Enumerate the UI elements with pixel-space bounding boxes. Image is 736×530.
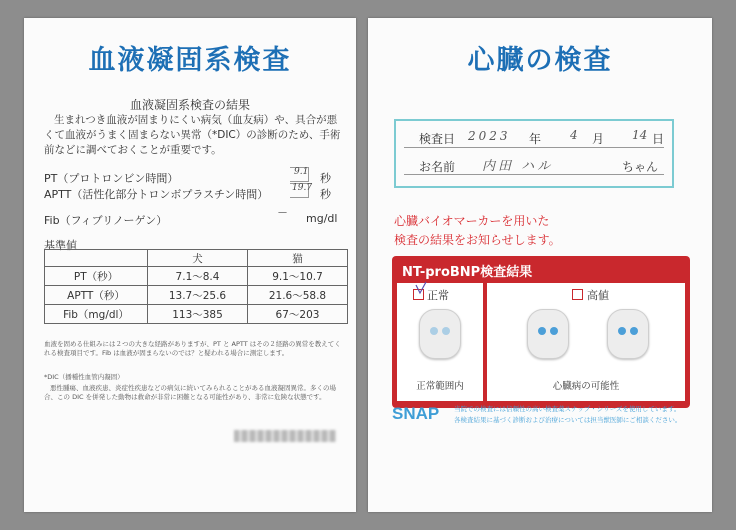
coagulation-title: 血液凝固系検査	[88, 45, 292, 76]
exam-day: 14	[632, 128, 648, 142]
sample-dot	[442, 327, 450, 335]
table-header-row	[45, 250, 348, 267]
control-dot	[430, 327, 438, 335]
pt-unit: 秒	[320, 172, 331, 185]
cardiac-report-sheet	[368, 18, 712, 512]
table-cell: PT（秒）	[45, 267, 148, 286]
fib-unit: mg/dl	[306, 212, 338, 225]
table-row	[45, 305, 348, 324]
coagulation-intro: 生まれつき血液が固まりにくい病気（血友病）や、具合が悪くて血液がうまく固まらない異常（*DIC）の診断のため、手術前などに調べておくことが重要です。	[44, 114, 341, 156]
exam-date-label: 検査日	[419, 132, 456, 146]
table-cell: 13.7～25.6	[148, 286, 248, 305]
table-cell: 7.1～8.4	[148, 267, 248, 286]
table-cell: 67～203	[248, 305, 348, 324]
snap-note-line2: 各検査結果に基づく診断および治療については担当獣医師にご相談ください。	[454, 416, 682, 424]
fib-value: —	[278, 208, 287, 218]
snap-device-high-2	[607, 309, 649, 359]
biomarker-intro-line2: 検査の結果をお知らせします。	[394, 233, 561, 247]
blurred-clinic-name	[234, 430, 336, 442]
cardiac-title: 心臓の検査	[467, 45, 613, 76]
month-unit: 月	[592, 132, 605, 146]
table-cell: 9.1～10.7	[248, 267, 348, 286]
control-dot	[538, 327, 546, 335]
table-row	[45, 267, 348, 286]
table-cell: 113～385	[148, 305, 248, 324]
table-cell: APTT（秒）	[45, 286, 148, 305]
high-result-box	[487, 283, 685, 401]
dic-note: 悪性腫瘍、血液疾患、炎症性疾患などの病気に続いてみられることがある血液凝固異常。多くの場合、この DIC を併発した動物は救命が非常に困難となる可能性があり、非常に危険な状態です。	[44, 384, 336, 401]
ntprobnp-result-panel	[392, 256, 690, 408]
snap-device-high-1	[527, 309, 569, 359]
exam-year: 2023	[468, 129, 511, 143]
coagulation-note: 血液を固める仕組みには２つの大きな経路がありますが、PT と APTT はその２経路の異常を教えてくれる検査項目です。Fib は血液が固まらないのでは？と疑われる場合に測定します。	[44, 340, 341, 357]
day-unit: 日	[652, 132, 665, 146]
pt-value: 9.1	[294, 167, 309, 177]
sample-dot	[630, 327, 638, 335]
table-cell: 21.6～58.8	[248, 286, 348, 305]
pet-name: 内田 ハル	[482, 159, 554, 174]
reference-heading: 基準値	[44, 239, 77, 252]
high-caption: 心臓病の可能性	[552, 381, 620, 392]
high-checkbox	[572, 289, 583, 300]
dic-note-title: *DIC（播種性血管内凝固）	[44, 373, 124, 381]
high-label: 高値	[587, 289, 609, 302]
year-unit: 年	[529, 132, 542, 146]
normal-caption: 正常範囲内	[416, 381, 464, 392]
reference-table	[44, 249, 348, 324]
table-row	[45, 286, 348, 305]
snap-logo: SNAP	[392, 404, 440, 423]
biomarker-intro-line1: 心臓バイオマーカーを用いた	[394, 214, 550, 228]
normal-result-box	[397, 283, 483, 401]
table-cell: Fib（mg/dl）	[45, 305, 148, 324]
table-header-cell	[45, 250, 148, 267]
control-dot	[618, 327, 626, 335]
coagulation-subtitle: 血液凝固系検査の結果	[129, 98, 250, 112]
aptt-label: APTT（活性化部分トロンボプラスチン時間）	[44, 188, 269, 201]
exam-month: 4	[570, 128, 578, 142]
pt-label: PT（プロトロンビン時間）	[44, 172, 179, 185]
table-header-cell: 犬	[148, 250, 248, 267]
sample-dot	[550, 327, 558, 335]
aptt-unit: 秒	[320, 188, 331, 201]
result-panel-title: NT-proBNP検査結果	[402, 265, 533, 280]
normal-label: 正常	[427, 289, 449, 302]
exam-info-box	[394, 119, 674, 188]
fib-label: Fib（フィブリノーゲン）	[44, 214, 168, 227]
table-header-cell: 猫	[248, 250, 348, 267]
date-underline	[404, 147, 664, 148]
coagulation-report-sheet	[24, 18, 356, 512]
snap-note-line1: 当院での検査には信頼性の高い検査薬スナップ・シリーズを使用しています。	[454, 405, 681, 413]
snap-device-normal	[419, 309, 461, 359]
name-suffix: ちゃん	[622, 160, 659, 174]
snap-note	[454, 404, 704, 426]
aptt-value: 19.7	[292, 183, 313, 193]
pet-name-label: お名前	[419, 160, 456, 174]
